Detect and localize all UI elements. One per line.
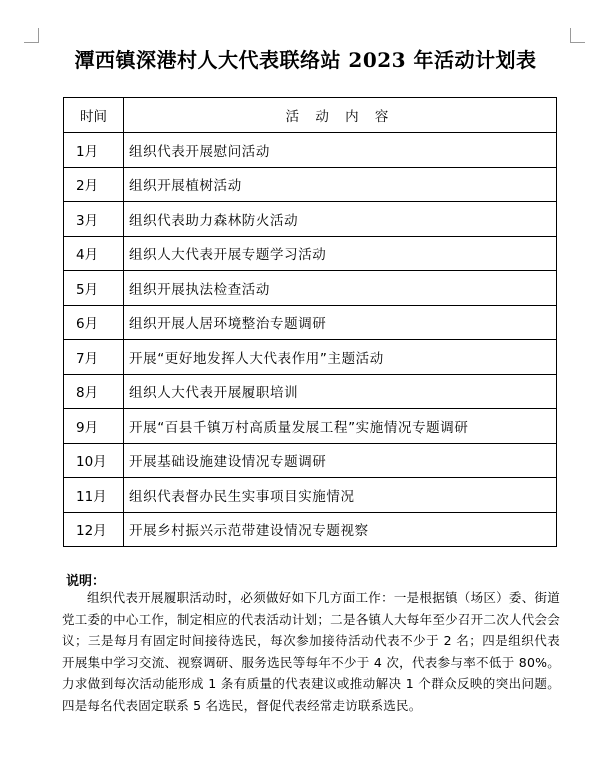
row-content: 组织开展执法检查活动 bbox=[124, 271, 557, 306]
row-content: 组织代表督办民生实事项目实施情况 bbox=[124, 478, 557, 513]
table-row bbox=[64, 236, 557, 271]
header-content: 活 动 内 容 bbox=[124, 98, 557, 133]
row-content: 组织人大代表开展专题学习活动 bbox=[124, 236, 557, 271]
row-content: 组织人大代表开展履职培训 bbox=[124, 374, 557, 409]
table-row bbox=[64, 340, 557, 375]
row-content: 开展“百县千镇万村高质量发展工程”实施情况专题调研 bbox=[124, 409, 557, 444]
row-month: 12月 bbox=[64, 512, 124, 547]
table-row bbox=[64, 167, 557, 202]
row-month: 5月 bbox=[64, 271, 124, 306]
row-content: 组织代表助力森林防火活动 bbox=[124, 202, 557, 237]
header-time: 时间 bbox=[64, 98, 124, 133]
row-month: 9月 bbox=[64, 409, 124, 444]
table-row bbox=[64, 374, 557, 409]
row-content: 开展乡村振兴示范带建设情况专题视察 bbox=[124, 512, 557, 547]
table-row bbox=[64, 202, 557, 237]
table-row bbox=[64, 409, 557, 444]
table-row bbox=[64, 133, 557, 168]
row-content: 组织开展植树活动 bbox=[124, 167, 557, 202]
page-corner-mark-left bbox=[24, 28, 39, 43]
row-month: 10月 bbox=[64, 443, 124, 478]
row-month: 1月 bbox=[64, 133, 124, 168]
row-month: 11月 bbox=[64, 478, 124, 513]
table-row bbox=[64, 305, 557, 340]
notes-label: 说明： bbox=[66, 574, 106, 589]
row-month: 2月 bbox=[64, 167, 124, 202]
activity-plan-table bbox=[63, 97, 557, 547]
row-content: 组织开展人居环境整治专题调研 bbox=[124, 305, 557, 340]
page-corner-mark-right bbox=[570, 28, 585, 43]
row-content: 开展“更好地发挥人大代表作用”主题活动 bbox=[124, 340, 557, 375]
row-month: 4月 bbox=[64, 236, 124, 271]
row-content: 组织代表开展慰问活动 bbox=[124, 133, 557, 168]
row-month: 8月 bbox=[64, 374, 124, 409]
notes-body: 组织代表开展履职活动时，必须做好如下几方面工作：一是根据镇（场区）委、街道党工委的中心工作，制定相应的代表活动计划；二是各镇人大每年至少召开二次人代会会议；三是每月有固定时间接待选民，每次参加接待活动代表不少于 2 名；四是组织代表开展集中学习交流、视察调研、服务选民等每年不少于 4 次，代表参与率不低于 80%。力求做到每次活动能形成 1 条有质量的代表建议或推动解决 1 个群众反映的突出问题。四是每名代表固定联系 5 名选民，督促代表经常走访联系选民。 bbox=[62, 590, 560, 713]
row-month: 3月 bbox=[64, 202, 124, 237]
table-row bbox=[64, 443, 557, 478]
table-header-row bbox=[64, 98, 557, 133]
row-month: 7月 bbox=[64, 340, 124, 375]
document-title: 潭西镇深港村人大代表联络站 2023 年活动计划表 bbox=[74, 48, 537, 72]
table-row bbox=[64, 512, 557, 547]
row-month: 6月 bbox=[64, 305, 124, 340]
table-row bbox=[64, 478, 557, 513]
row-content: 开展基础设施建设情况专题调研 bbox=[124, 443, 557, 478]
table-row bbox=[64, 271, 557, 306]
